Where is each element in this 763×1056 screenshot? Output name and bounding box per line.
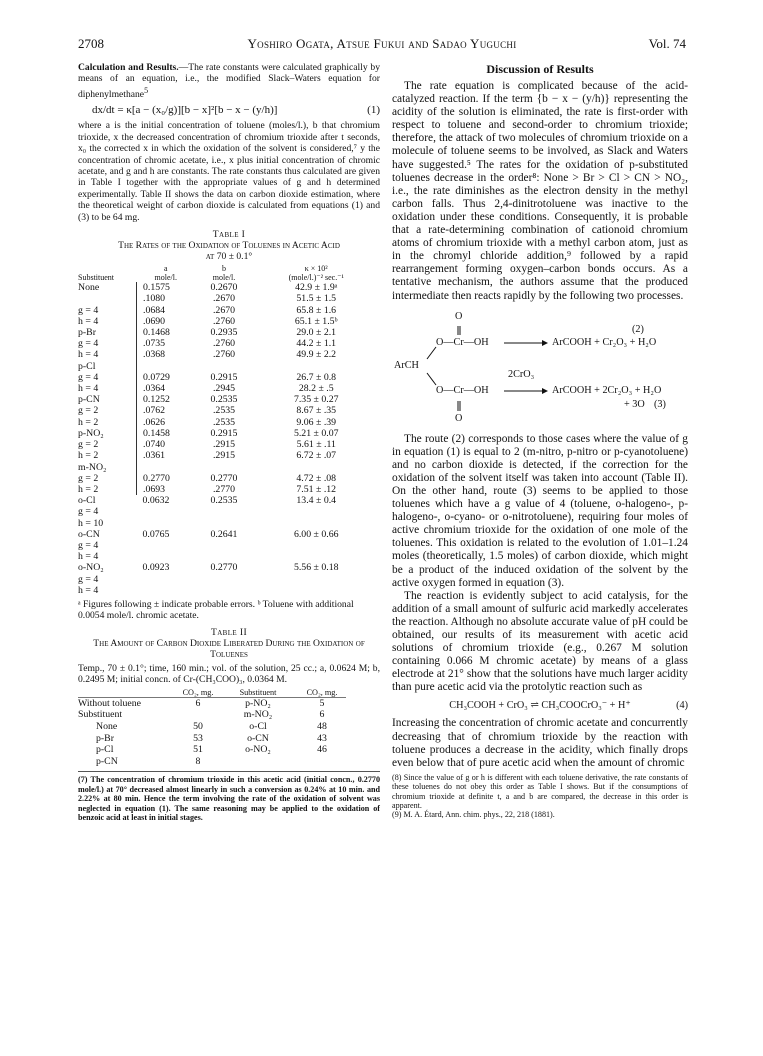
discussion-para-3: The reaction is evidently subject to acid catalysis, for the addition of a small amount of sulfuric acid markedly accelerates the reaction. Although no absolute accurate value of pH could be obtained, our results of its measurement with acetic acid solutions of chromium trioxide (e.g., 0.267 M solution containing 0.066 M chromic acetate) by means of a glass electrode at 21° show that the solutions have much larger acidity than pure acetic acid via the protolytic reaction such as	[392, 589, 688, 694]
t1-cell-a: .0762	[137, 405, 196, 416]
footnote-8: (8) Since the value of g or h is different with each toluene derivative, the rate constants of these toluenes do not obey this order as Table I shows. But if the consumptions of chromium trioxide at definite t, a and b are compared, the decrease in this order is apparent.	[392, 772, 688, 811]
t1-cell-k: 49.9 ± 2.2	[296, 349, 337, 361]
t1-cell-a: 0.2770	[137, 473, 196, 484]
t1-cell-a	[137, 574, 196, 585]
t2-cell-left-label: Substituent	[78, 709, 123, 721]
t1-cell-b: 0.2535	[210, 495, 238, 507]
t1-cell-a: 0.1468	[137, 327, 196, 338]
t1-cell-k	[253, 462, 380, 473]
table1-row	[78, 551, 380, 562]
t1-cell-k: 29.0 ± 2.1	[296, 327, 337, 339]
table1-row	[78, 495, 380, 506]
calc-paragraph	[78, 62, 380, 100]
t1-cell-k: 5.56 ± 0.18	[293, 562, 339, 574]
discussion-para-2: The route (2) corresponds to those cases where the value of g in equation (1) is equal to 2 (m-nitro, p-nitro or p-cyanotoluene) and no carbon dioxide is detected, if the correction for the oxidation of the solvent itself was taken into account (Table II). On the other hand, route (3) seems to be applied to those toluenes which have a g value of 4 (toluene, o-halogeno-, p-halogeno-, o-cyano- or o-nitrotoluene), requiring four moles of active chromium trioxide for the oxidation of one mole of the toluenes. This oxidation is related to the evolution of 1.01–1.24 moles (theoretically, 1.5 moles) of carbon dioxide, which might be a product of the induced oxidation of the solvent by the active oxygen formed in equation (3).	[392, 432, 688, 589]
scheme-reagent: 2CrO₃	[508, 368, 535, 380]
t1-col-substituent: Substituent	[78, 272, 115, 282]
table2-row	[78, 744, 346, 756]
t1-cell-b: 0.2535	[210, 394, 238, 406]
t1-cell-substituent: p-Cl	[78, 360, 96, 372]
t1-cell-substituent: o-NO₂	[78, 562, 104, 574]
t1-cell-k: 9.06 ± .39	[296, 416, 337, 428]
t1-cell-k: 6.72 ± .07	[296, 450, 337, 462]
t2-cell-left-value: 50	[193, 720, 203, 732]
table1-row	[78, 383, 380, 394]
table1-row	[78, 293, 380, 304]
scheme-eq3-number: (3)	[654, 398, 666, 410]
t1-cell-a	[137, 540, 196, 551]
table2-label: Table II	[210, 626, 248, 638]
footnote-rule	[78, 771, 380, 772]
t2-cell-right-value: 5	[319, 697, 325, 709]
t2-cell-left-label: Without toluene	[78, 697, 142, 709]
equation-1	[92, 104, 380, 116]
table1-row	[78, 338, 380, 349]
table2-body	[78, 697, 346, 767]
t2-cell-left-value	[178, 709, 218, 721]
t1-cell-k: 65.1 ± 1.5ᵇ	[294, 315, 338, 327]
t1-cell-substituent: h = 4	[78, 383, 99, 395]
t1-cell-a: .1080	[137, 293, 196, 304]
table1-row	[78, 372, 380, 383]
t1-cell-b: .2535	[212, 405, 236, 417]
scheme-cr-top: O—Cr—OH	[436, 336, 489, 348]
t1-cell-substituent: p-Br	[78, 327, 96, 339]
t2-cell-right-value	[298, 756, 346, 768]
table1-row	[78, 394, 380, 405]
table1-row	[78, 518, 380, 529]
scheme-product-3b: + 3O	[624, 398, 645, 410]
t1-cell-a: .0690	[137, 316, 196, 327]
t1-cell-k	[253, 574, 380, 585]
table1-body	[78, 282, 380, 596]
scheme-arch: ArCH	[394, 359, 419, 371]
calc-intro: —The rate constants were calculated graphically by means of an equation, i.e., the modified Slack–Waters equation for diphenylmethane	[78, 62, 381, 100]
calc-heading: Calculation and Results.	[78, 62, 179, 73]
t1-cell-b: 0.2770	[210, 472, 238, 484]
t2-cell-right-label: o-CN	[247, 732, 269, 744]
t1-cell-a: 0.0923	[142, 562, 170, 574]
t2-cell-right-value: 46	[317, 744, 327, 756]
t1-col-b-symbol: b	[222, 264, 226, 274]
t1-cell-substituent: g = 4	[78, 338, 99, 350]
table1-footnote: ᵃ Figures following ± indicate probable errors. ᵇ Toluene with additional 0.0054 mole/l. chromic acetate.	[78, 598, 354, 621]
table2-row	[78, 709, 346, 721]
t1-cell-substituent: p-CN	[78, 394, 100, 406]
t1-cell-substituent: g = 4	[78, 573, 99, 585]
table1-row	[78, 361, 380, 372]
t1-cell-k: 44.2 ± 1.1	[296, 338, 337, 350]
t2-cell-left-value: 51	[193, 744, 203, 756]
table1-row	[78, 305, 380, 316]
t1-cell-a: 0.1575	[137, 282, 196, 293]
t1-cell-b: 0.2770	[210, 562, 238, 574]
table1-subtitle: at 70 ± 0.1°	[205, 251, 253, 263]
t1-cell-b: .2915	[212, 439, 236, 451]
table2	[78, 688, 346, 768]
reaction-4-text: CH₃COOH + CrO₃ ⇌ CH₃COOCrO₃⁻ + H⁺	[449, 700, 631, 712]
t1-cell-b	[195, 361, 253, 372]
t1-cell-k: 7.51 ± .12	[296, 483, 337, 495]
t2-cell-right-value: 43	[317, 732, 327, 744]
t1-cell-b	[195, 540, 253, 551]
reaction-4	[392, 700, 688, 711]
t1-cell-a: .0735	[137, 338, 196, 349]
table1-row	[78, 450, 380, 461]
t1-col-k-symbol: κ × 10²	[304, 264, 328, 274]
t1-cell-b: 0.2915	[210, 427, 238, 439]
t1-cell-substituent: h = 4	[78, 584, 99, 596]
section-heading: Discussion of Results	[486, 62, 594, 76]
t1-cell-a: .0368	[137, 349, 196, 360]
t2-cell-left-value: 6	[195, 697, 201, 709]
t1-cell-k: 5.61 ± .11	[296, 439, 336, 451]
t1-cell-substituent: m-NO₂	[78, 461, 107, 473]
t2-cell-left-value: 53	[193, 732, 203, 744]
right-column	[392, 62, 688, 820]
t1-cell-k: 4.72 ± .08	[296, 472, 337, 484]
left-column	[78, 62, 380, 822]
t1-cell-substituent	[78, 293, 137, 304]
t1-cell-k: 7.35 ± 0.27	[293, 394, 339, 406]
t1-cell-b	[195, 506, 253, 517]
t2-cell-right-label: p-NO₂	[245, 697, 271, 709]
t1-cell-substituent: g = 2	[78, 472, 99, 484]
t1-col-a-unit: mole/l.	[154, 272, 177, 282]
equation-1-number: (1)	[367, 104, 380, 117]
t1-cell-substituent: g = 4	[78, 304, 99, 316]
table1-row	[78, 405, 380, 416]
discussion-para-4: Increasing the concentration of chromic acetate and concurrently decreasing that of chromium trioxide by the reaction with toluene produces a decrease in the acidity, which finally drops even below that of pure acetic acid when the amount of chromic	[392, 717, 688, 769]
t1-cell-substituent: g = 2	[78, 405, 99, 417]
footnote-7: (7) The concentration of chromium trioxide in this acetic acid (initial concn., 0.2770 mole/l.) at 70° decreased almost linearly in such a conversion as 0.24% at 10 min. and 2.22% at 80 min. Hence the term involving the rate of the oxidation of solvent was neglected in equation (1). The same reasoning may be applied to the oxidation of benzoic acid at least in initial stages.	[78, 775, 380, 822]
t1-cell-substituent: h = 4	[78, 315, 99, 327]
table1-row	[78, 506, 380, 517]
t1-cell-substituent: o-Cl	[78, 495, 96, 507]
t1-cell-k: 8.67 ± .35	[296, 405, 337, 417]
t1-cell-k: 13.4 ± 0.4	[296, 495, 337, 507]
scheme-eq2-number: (2)	[632, 323, 644, 335]
scheme-product-3: ArCOOH + 2Cr₂O₃ + H₂O	[552, 384, 662, 396]
table1-row	[78, 473, 380, 484]
t1-cell-a: 0.0632	[142, 495, 170, 507]
page-number: 2708	[78, 36, 104, 51]
volume-label: Vol. 74	[648, 36, 686, 51]
t1-cell-b: 0.2935	[210, 327, 238, 339]
t1-cell-b: 0.2641	[210, 528, 238, 540]
t1-cell-substituent: h = 2	[78, 483, 99, 495]
t1-cell-substituent: h = 10	[78, 517, 104, 529]
t1-cell-a: 0.0729	[137, 372, 196, 383]
table1	[78, 265, 380, 596]
t1-cell-k: 26.7 ± 0.8	[296, 371, 337, 383]
scheme-oxo-top: O	[455, 310, 463, 322]
t1-cell-a	[137, 585, 196, 596]
t1-cell-b: .2535	[212, 416, 236, 428]
t1-cell-k	[253, 506, 380, 517]
t1-cell-substituent: o-CN	[78, 528, 100, 540]
scheme-cr-bottom: O—Cr—OH	[436, 384, 489, 396]
t1-cell-b	[195, 518, 253, 529]
t1-cell-b	[195, 574, 253, 585]
t1-cell-k	[253, 361, 380, 372]
t2-cell-right-value: 48	[317, 720, 327, 732]
t2-cell-right-label: m-NO₂	[243, 709, 273, 721]
t1-cell-a: .0693	[137, 484, 196, 495]
t1-col-k-unit: (mole/l.)⁻² sec.⁻¹	[288, 272, 344, 282]
t1-cell-b: .2670	[212, 304, 236, 316]
t2-col-co2-right: CO₂, mg.	[298, 688, 346, 698]
table1-label: Table I	[212, 229, 246, 241]
t1-col-a-symbol: a	[163, 264, 168, 274]
table1-row	[78, 540, 380, 551]
t1-cell-b	[195, 462, 253, 473]
discussion-para-1: The rate equation is complicated because of the acid-catalyzed reaction. If the term {b − x − (y/h)} representing the acidity of the solution is eliminated, the rate is first-order with respect to toluene and second-order to chromium trioxide; therefore, the attack of two molecules of chromium trioxide on a molecule of toluene seems to be involved, as Slack and Waters have suggested.⁵ The rates for the oxidation of p-substituted toluenes decrease in the order⁸: None > Br > Cl > CN > NO₂, i.e., the rate diminishes as the electron density in the methyl carbon falls. Thus 2,4-dinitrotoluene was inactive to the oxidation under these conditions. Consequently, it is probable that a rate-determining combination of cationoid chromium atoms of chromium trioxide with a methyl carbon atom, just as in the chromyl chloride addition,⁹ followed by a rapid rearrangement forming oxygen–carbon bonds occurs. As a tentative mechanism, the authors assume that the produced intermediate then reacts rapidly by the following two processes.	[392, 80, 688, 302]
t1-cell-a: .0684	[137, 305, 196, 316]
t2-col-substituent: Substituent	[218, 688, 298, 698]
scheme-oxo-bottom: O	[455, 412, 463, 424]
t1-cell-a	[137, 361, 196, 372]
t1-cell-substituent: h = 2	[78, 450, 99, 462]
table1-row	[78, 417, 380, 428]
t1-cell-k: 42.9 ± 1.9ᵃ	[295, 282, 338, 294]
table2-row	[78, 756, 346, 768]
t1-cell-substituent: g = 4	[78, 539, 99, 551]
t1-cell-k: 6.00 ± 0.66	[293, 528, 339, 540]
t1-cell-substituent: h = 2	[78, 416, 99, 428]
t1-cell-substituent: h = 4	[78, 551, 99, 563]
scheme-product-2: ArCOOH + Cr₂O₃ + H₂O	[552, 336, 657, 348]
t1-cell-b: .2760	[212, 315, 236, 327]
reaction-4-number: (4)	[676, 700, 688, 712]
calc-body: where a is the initial concentration of toluene (moles/l.), b that chromium trioxide, x the decreased concentration of chromium trioxide after t seconds, x₀ the corrected x in which the oxidation of the solvent is considered,⁷ y the concentration of chromic acetate, i.e., x plus initial concentration of chromic acetate, and g and h are constants. The rate constants thus calculated are given in Table I together with the appropriate values of g and h determined experimentally. Table II shows the data on carbon dioxide estimation, where the theoretical weight of carbon dioxide is calculated from equations (1) and (3) to be 64 mg.	[78, 120, 380, 223]
t1-cell-b	[195, 551, 253, 562]
table1-row	[78, 316, 380, 327]
running-header	[78, 36, 686, 54]
table1-row	[78, 349, 380, 360]
t1-cell-a	[137, 462, 196, 473]
table1-row	[78, 562, 380, 573]
t1-cell-b	[195, 585, 253, 596]
table1-row	[78, 282, 380, 293]
t1-cell-substituent: g = 4	[78, 506, 99, 518]
t1-cell-k: 28.2 ± .5	[298, 383, 334, 395]
table1-row	[78, 574, 380, 585]
table1-row	[78, 585, 380, 596]
t1-cell-k: 65.8 ± 1.6	[296, 304, 337, 316]
t2-col-co2-left: CO₂, mg.	[178, 688, 218, 698]
t2-cell-right-label: o-Cl	[249, 720, 267, 732]
t2-cell-left-label: p-CN	[96, 755, 118, 767]
t1-col-b-unit: mole/l.	[212, 272, 236, 282]
t1-cell-b: .2760	[212, 349, 236, 361]
calc-intro-ref: 5	[144, 85, 149, 95]
t1-cell-a	[137, 551, 196, 562]
t1-cell-b: .2770	[212, 483, 236, 495]
t1-cell-substituent: g = 2	[78, 439, 99, 451]
t1-cell-k: 51.5 ± 1.5	[296, 293, 337, 305]
t1-cell-b: .2670	[212, 293, 236, 305]
footnote-9: (9) M. A. Étard, Ann. chim. phys., 22, 218 (1881).	[392, 810, 555, 820]
table2-row	[78, 733, 346, 745]
table2-row	[78, 721, 346, 733]
t1-cell-a: 0.1252	[137, 394, 196, 405]
t1-cell-a	[137, 506, 196, 517]
t2-cell-right-value: 6	[319, 709, 325, 721]
t1-cell-b: 0.2915	[210, 371, 238, 383]
t1-cell-b: .2915	[212, 450, 236, 462]
t1-cell-k	[253, 551, 380, 562]
table2-conditions: Temp., 70 ± 0.1°; time, 160 min.; vol. of the solution, 25 cc.; a, 0.0624 M; b, 0.2495 M; initial concn. of Cr-(CH₃COO)₃, 0.0364 M.	[78, 662, 380, 686]
mechanism-scheme	[392, 307, 688, 429]
t2-cell-left-label: p-Cl	[96, 744, 114, 756]
table1-row	[78, 529, 380, 540]
t1-cell-a: .0626	[137, 417, 196, 428]
t1-cell-a: .0364	[137, 383, 196, 394]
t1-cell-k	[253, 540, 380, 551]
t1-cell-b: .2945	[212, 383, 236, 395]
t1-cell-substituent: None	[78, 282, 100, 294]
t2-cell-right-label: o-NO₂	[245, 744, 271, 756]
t1-cell-k	[253, 518, 380, 529]
table2-row	[78, 697, 346, 709]
t2-cell-left-label: p-Br	[96, 732, 114, 744]
running-authors: Yoshiro Ogata, Atsue Fukui and Sadao Yuguchi	[247, 36, 517, 51]
t1-cell-k	[253, 585, 380, 596]
table1-row	[78, 462, 380, 473]
t1-cell-a: 0.0765	[142, 528, 170, 540]
t2-cell-right-label	[218, 756, 298, 768]
t1-cell-a	[137, 518, 196, 529]
table1-row	[78, 439, 380, 450]
t1-cell-a: .0740	[137, 439, 196, 450]
t1-cell-substituent: g = 4	[78, 371, 99, 383]
table2-title: The Amount of Carbon Dioxide Liberated During the Oxidation of Toluenes	[93, 637, 365, 660]
t1-cell-a: 0.1458	[137, 428, 196, 439]
t1-cell-substituent: h = 4	[78, 349, 99, 361]
t1-cell-substituent: p-NO₂	[78, 427, 104, 439]
table1-row	[78, 428, 380, 439]
table1-row	[78, 484, 380, 495]
t1-cell-b: .2760	[212, 338, 236, 350]
t1-cell-b: 0.2670	[210, 282, 238, 294]
table1-title: The Rates of the Oxidation of Toluenes in Acetic Acid	[118, 240, 340, 252]
table1-row	[78, 327, 380, 338]
t2-cell-left-value: 8	[195, 755, 201, 767]
t2-cell-left-label: None	[96, 720, 118, 732]
equation-1-text: dx/dt = κ[a − (x₀/g)][b − x]²[b − x − (y/h)]	[92, 104, 278, 117]
t1-cell-k: 5.21 ± 0.07	[293, 427, 339, 439]
t1-cell-a: .0361	[137, 450, 196, 461]
